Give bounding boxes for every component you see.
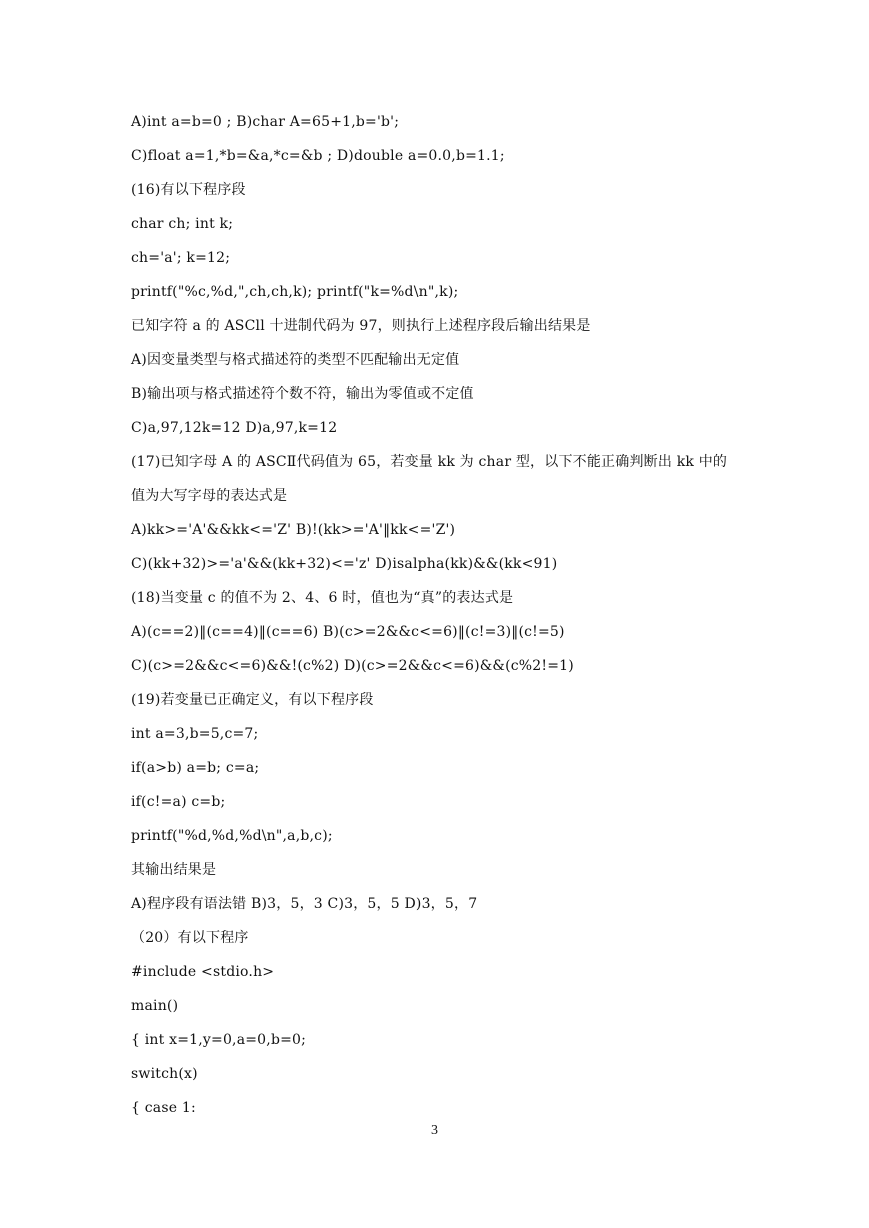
question-header: (19)若变量已正确定义，有以下程序段: [131, 692, 374, 708]
option-line: A)程序段有语法错 B)3，5，3 C)3，5，5 D)3，5，7: [131, 896, 478, 912]
code-line: printf("%d,%d,%d\n",a,b,c);: [131, 828, 333, 844]
code-line: char ch; int k;: [131, 216, 234, 232]
text-line: A)int a=b=0 ; B)char A=65+1,b='b';: [131, 114, 400, 130]
option-line: A)kk>='A'&&kk<='Z' B)!(kk>='A'‖kk<='Z'): [131, 522, 456, 538]
code-line: int a=3,b=5,c=7;: [131, 726, 259, 742]
code-line: if(a>b) a=b; c=a;: [131, 760, 260, 776]
code-line: main(): [131, 998, 179, 1014]
question-header: (17)已知字母 A 的 ASCⅡ代码值为 65，若变量 kk 为 char 型，以下不能正确判断出 kk 中的: [131, 454, 728, 470]
code-line: #include <stdio.h>: [131, 964, 275, 980]
text-line: C)float a=1,*b=&a,*c=&b ; D)double a=0.0,b=1.1;: [131, 148, 505, 164]
question-header: （20）有以下程序: [131, 930, 249, 946]
option-line: A)因变量类型与格式描述符的类型不匹配输出无定值: [131, 352, 460, 368]
option-line: B)输出项与格式描述符个数不符，输出为零值或不定值: [131, 386, 474, 402]
option-line: C)(kk+32)>='a'&&(kk+32)<='z' D)isalpha(kk)&&(kk<91): [131, 556, 558, 572]
option-line: C)(c>=2&&c<=6)&&!(c%2) D)(c>=2&&c<=6)&&(c%2!=1): [131, 658, 574, 674]
code-line: printf("%c,%d,",ch,ch,k); printf("k=%d\n",k);: [131, 284, 459, 300]
code-line: { int x=1,y=0,a=0,b=0;: [131, 1032, 307, 1048]
code-line: switch(x): [131, 1066, 198, 1082]
page-number: 3: [431, 1123, 438, 1138]
code-line: if(c!=a) c=b;: [131, 794, 226, 810]
code-line: ch='a'; k=12;: [131, 250, 231, 266]
option-line: A)(c==2)‖(c==4)‖(c==6) B)(c>=2&&c<=6)‖(c!=3)‖(c!=5): [131, 624, 565, 640]
text-body: [131, 111, 831, 1131]
text-line: 其输出结果是: [131, 862, 217, 878]
option-line: C)a,97,12k=12 D)a,97,k=12: [131, 420, 338, 436]
text-line: 已知字符 a 的 ASCll 十进制代码为 97，则执行上述程序段后输出结果是: [131, 318, 591, 334]
code-line: { case 1:: [131, 1100, 196, 1116]
text-line: 值为大写字母的表达式是: [131, 488, 288, 504]
question-header: (18)当变量 c 的值不为 2、4、6 时，值也为“真”的表达式是: [131, 590, 514, 606]
question-header: (16)有以下程序段: [131, 182, 246, 198]
